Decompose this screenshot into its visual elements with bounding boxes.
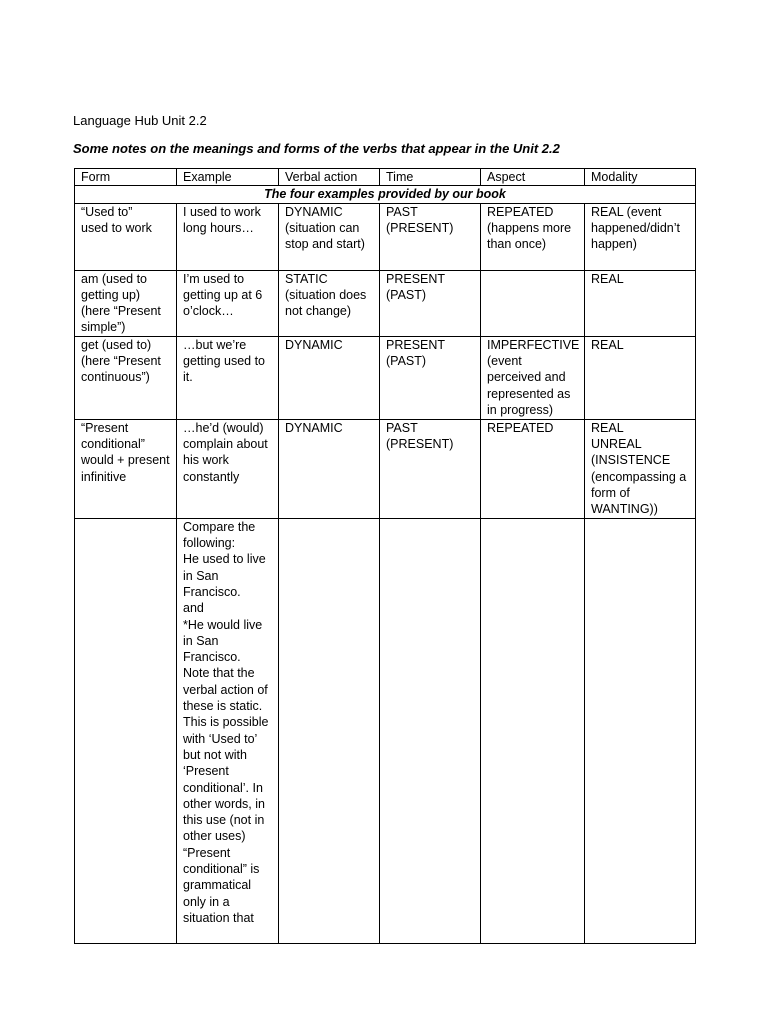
- cell-verbal-action: DYNAMIC: [279, 419, 380, 518]
- cell-time: PRESENT (PAST): [380, 336, 481, 419]
- table-row: [75, 336, 696, 419]
- cell-time: [380, 518, 481, 943]
- cell-verbal-action: [279, 518, 380, 943]
- cell-example: …but we’re getting used to it.: [177, 336, 279, 419]
- header-aspect: Aspect: [481, 169, 585, 186]
- section-row: [75, 186, 696, 203]
- cell-aspect: REPEATED (happens more than once): [481, 203, 585, 270]
- cell-aspect: [481, 518, 585, 943]
- table-row: [75, 270, 696, 336]
- document-title: Language Hub Unit 2.2: [73, 113, 207, 128]
- header-time: Time: [380, 169, 481, 186]
- cell-example: I’m used to getting up at 6 o’clock…: [177, 270, 279, 336]
- header-verbal-action: Verbal action: [279, 169, 380, 186]
- table-row: [75, 419, 696, 518]
- header-form: Form: [75, 169, 177, 186]
- cell-form: get (used to) (here “Present continuous”): [75, 336, 177, 419]
- cell-time: PAST (PRESENT): [380, 419, 481, 518]
- cell-form: am (used to getting up) (here “Present simple”): [75, 270, 177, 336]
- header-modality: Modality: [585, 169, 696, 186]
- cell-form: “Used to” used to work: [75, 203, 177, 270]
- cell-aspect: [481, 270, 585, 336]
- cell-aspect: REPEATED: [481, 419, 585, 518]
- cell-example: Compare the following: He used to live in San Francisco. and *He would live in San Francisco. Note that the verbal action of these is static. This is possible with ‘Used to’ but not with ‘Present conditional’. In other words, in this use (not in other uses) “Present conditional” is grammatical only in a situation that: [177, 518, 279, 943]
- table-header-row: [75, 169, 696, 186]
- cell-form: [75, 518, 177, 943]
- cell-modality: REAL UNREAL (INSISTENCE (encompassing a form of WANTING)): [585, 419, 696, 518]
- cell-modality: [585, 518, 696, 943]
- table-row: [75, 203, 696, 270]
- cell-form: “Present conditional” would + present infinitive: [75, 419, 177, 518]
- verb-notes-table: [74, 168, 696, 944]
- cell-verbal-action: STATIC (situation does not change): [279, 270, 380, 336]
- cell-example: I used to work long hours…: [177, 203, 279, 270]
- cell-time: PRESENT (PAST): [380, 270, 481, 336]
- cell-aspect: IMPERFECTIVE (event perceived and represented as in progress): [481, 336, 585, 419]
- cell-example: …he’d (would) complain about his work constantly: [177, 419, 279, 518]
- table-row: [75, 518, 696, 943]
- document-subtitle: Some notes on the meanings and forms of the verbs that appear in the Unit 2.2: [73, 141, 560, 156]
- cell-verbal-action: DYNAMIC: [279, 336, 380, 419]
- cell-verbal-action: DYNAMIC (situation can stop and start): [279, 203, 380, 270]
- cell-modality: REAL (event happened/didn’t happen): [585, 203, 696, 270]
- header-example: Example: [177, 169, 279, 186]
- cell-modality: REAL: [585, 270, 696, 336]
- cell-time: PAST (PRESENT): [380, 203, 481, 270]
- section-label: The four examples provided by our book: [75, 186, 696, 203]
- cell-modality: REAL: [585, 336, 696, 419]
